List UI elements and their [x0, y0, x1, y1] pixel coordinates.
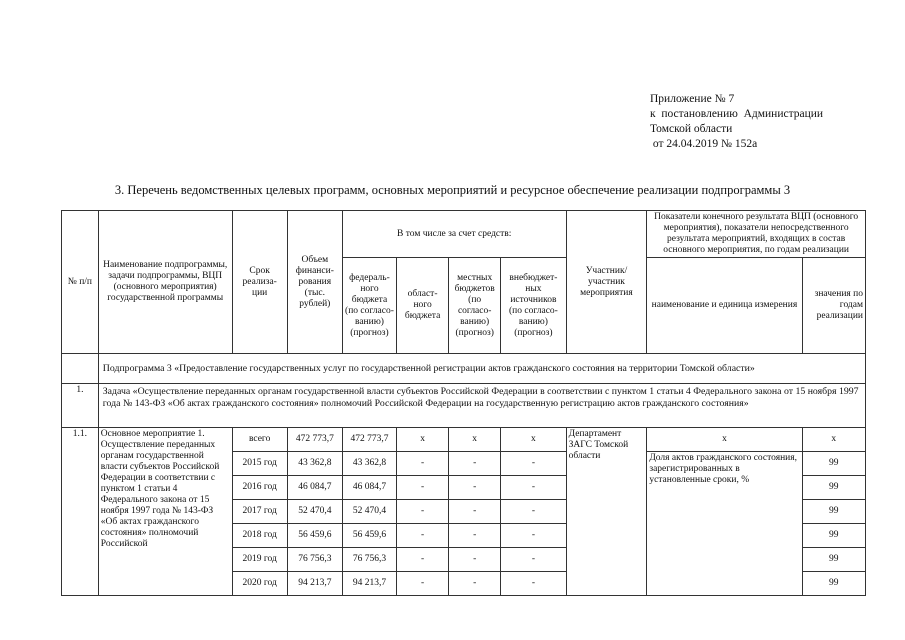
- row-volume: 43 362,8: [287, 452, 342, 476]
- row-value: x: [802, 428, 865, 452]
- appendix-line: Томской области: [650, 123, 733, 135]
- activity-num: 1.1.: [62, 428, 99, 596]
- row-term: 2016 год: [232, 476, 287, 500]
- row-federal: 52 470,4: [342, 500, 396, 524]
- header-including: В том числе за счет средств:: [342, 211, 566, 258]
- row-federal: 43 362,8: [342, 452, 396, 476]
- task-row: Задача «Осуществление переданных органам государственной власти субъектов Российской Федерации в соответствии с пунктом 1 статьи 4 Федерального закона от 15 ноября 1997 года № 143-ФЗ «Об актах гражданского состояния» полномочий Российской Федерации на государственную регистрацию актов гражданского состояния»: [98, 384, 865, 428]
- row-offbudget: -: [501, 572, 566, 596]
- header-num: № п/п: [62, 211, 99, 354]
- row-regional: x: [397, 428, 449, 452]
- row-term: 2015 год: [232, 452, 287, 476]
- row-federal: 56 459,6: [342, 524, 396, 548]
- row-federal: 94 213,7: [342, 572, 396, 596]
- row-offbudget: -: [501, 476, 566, 500]
- row-value: 99: [802, 452, 865, 476]
- row-federal: 46 084,7: [342, 476, 396, 500]
- row-local: -: [449, 452, 501, 476]
- row-regional: -: [397, 500, 449, 524]
- row-term: 2020 год: [232, 572, 287, 596]
- header-local: местных бюджетов (по согласо- ванию) (прогноз): [449, 258, 501, 354]
- row-federal: 472 773,7: [342, 428, 396, 452]
- row-offbudget: x: [501, 428, 566, 452]
- header-regional: област- ного бюджета: [397, 258, 449, 354]
- row-term: 2018 год: [232, 524, 287, 548]
- row-federal: 76 756,3: [342, 548, 396, 572]
- row-term: всего: [232, 428, 287, 452]
- program-table: [61, 210, 866, 596]
- row-local: -: [449, 476, 501, 500]
- header-indicators: Показатели конечного результата ВЦП (основного мероприятия), показатели непосредственного результата мероприятий, входящих в состав основного мероприятия, по годам реализации: [647, 211, 866, 258]
- row-regional: -: [397, 476, 449, 500]
- row-offbudget: -: [501, 500, 566, 524]
- header-term: Срок реализа- ции: [232, 211, 287, 354]
- header-federal: федераль- ного бюджета (по согласо- ванию) (прогноз): [342, 258, 396, 354]
- row-volume: 76 756,3: [287, 548, 342, 572]
- indicator-name: Доля актов гражданского состояния, зарегистрированных в установленные сроки, %: [647, 452, 802, 596]
- appendix-block: [650, 92, 823, 152]
- row-volume: 52 470,4: [287, 500, 342, 524]
- row-term: 2019 год: [232, 548, 287, 572]
- row-value: 99: [802, 548, 865, 572]
- header-indicator-values: значения по годам реализации: [802, 258, 865, 354]
- appendix-line: к постановлению Администрации: [650, 108, 824, 120]
- header-indicator-name: наименование и единица измерения: [647, 258, 802, 354]
- appendix-line: от 24.04.2019 № 152а: [650, 138, 758, 150]
- activity-participant: Департамент ЗАГС Томской области: [566, 428, 647, 596]
- row-local: -: [449, 572, 501, 596]
- header-participant: Участник/ участник мероприятия: [566, 211, 647, 354]
- header-offbudget: внебюджет- ных источников (по согласо- ванию) (прогноз): [501, 258, 566, 354]
- row-local: -: [449, 548, 501, 572]
- row-volume: 472 773,7: [287, 428, 342, 452]
- row-value: 99: [802, 524, 865, 548]
- row-volume: 46 084,7: [287, 476, 342, 500]
- row-offbudget: -: [501, 548, 566, 572]
- row-offbudget: -: [501, 524, 566, 548]
- row-term: 2017 год: [232, 500, 287, 524]
- row-local: x: [449, 428, 501, 452]
- appendix-line: Приложение № 7: [650, 93, 735, 105]
- row-volume: 56 459,6: [287, 524, 342, 548]
- document-title: 3. Перечень ведомственных целевых программ, основных мероприятий и ресурсное обеспечение реализации подпрограммы 3: [114, 183, 791, 197]
- row-regional: -: [397, 548, 449, 572]
- header-volume: Объем финанси- рования (тыс. рублей): [287, 211, 342, 354]
- row-regional: -: [397, 452, 449, 476]
- row-value: 99: [802, 572, 865, 596]
- row-local: -: [449, 500, 501, 524]
- task-num: 1.: [62, 384, 99, 428]
- activity-name: Основное мероприятие 1. Осуществление переданных органам государственной власти субъектов Российской Федерации в соответствии с пунктом 1 статьи 4 Федерального закона от 15 ноября 1997 года № 143-ФЗ «Об актах гражданского состояния» полномочий Российской: [98, 428, 232, 596]
- row-value: 99: [802, 500, 865, 524]
- header-name: Наименование подпрограммы, задачи подпрограммы, ВЦП (основного мероприятия) государственной программы: [98, 211, 232, 354]
- row-regional: -: [397, 524, 449, 548]
- row-volume: 94 213,7: [287, 572, 342, 596]
- row-offbudget: -: [501, 452, 566, 476]
- row-value: 99: [802, 476, 865, 500]
- subprogram-row: Подпрограмма 3 «Предоставление государственных услуг по государственной регистрации актов гражданского состояния на территории Томской области»: [98, 354, 865, 384]
- row-local: -: [449, 524, 501, 548]
- indicator-total: x: [647, 428, 802, 452]
- row-regional: -: [397, 572, 449, 596]
